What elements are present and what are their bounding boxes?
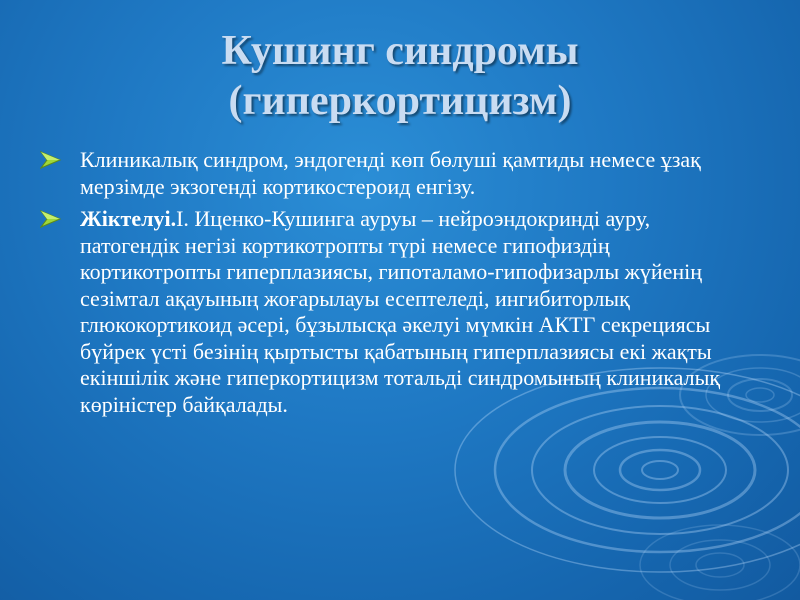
bullet-item-classification [40, 206, 740, 418]
slide-title [0, 26, 800, 126]
bullet-list [40, 147, 740, 424]
bullet-text-classification: І. Иценко-Кушинга ауруы – нейроэндокринді ауру, патогендік негізі кортикотропты түрі немесе гипофиздің кортикотропты гиперплазиясы, гипоталамо-гипофизарлы жүйенің сезімтал ақауының жоғарылауы есептеледі, ингибиторлық глюкокортикоид әсері, бұзылысқа әкелуі мүмкін АКТГ секрециясы бүйрек үсті безінің қыртысты қабатының гиперплазиясы екі жақты екіншілік және гиперкортицизм тотальді синдромының клиникалық көріністер байқалады. [80, 206, 721, 417]
bullet-bold-prefix: Жіктелуі. [80, 206, 177, 231]
slide-title-line-1: Кушинг синдромы [221, 28, 579, 74]
bullet-item-definition [40, 147, 740, 200]
slide-title-line-2: (гиперкортицизм) [228, 78, 572, 124]
arrowhead-bullet-icon [40, 209, 62, 229]
arrowhead-bullet-icon [40, 150, 62, 170]
bullet-text-definition: Клиникалық синдром, эндогенді көп бөлуші қамтиды немесе ұзақ мерзімде экзогенді кортикостероид енгізу. [80, 147, 701, 199]
